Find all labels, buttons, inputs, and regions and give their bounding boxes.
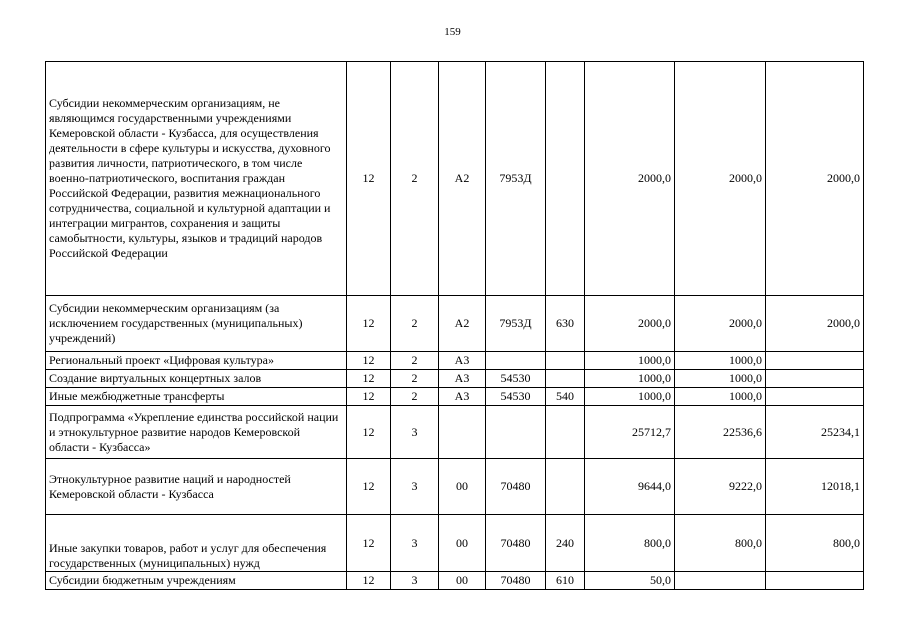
amount-year-3: 800,0 (766, 515, 864, 572)
row-name: Этнокультурное развитие наций и народностей Кемеровской области - Кузбасса (46, 459, 347, 515)
program-code: А3 (439, 370, 486, 388)
amount-year-2: 22536,6 (675, 406, 766, 459)
section-code: 12 (347, 459, 391, 515)
amount-year-1: 2000,0 (585, 62, 675, 296)
table-row (46, 370, 864, 388)
subsection-code: 3 (391, 459, 439, 515)
program-code: 00 (439, 515, 486, 572)
row-name: Создание виртуальных концертных залов (46, 370, 347, 388)
section-code: 12 (347, 352, 391, 370)
row-name: Иные межбюджетные трансферты (46, 388, 347, 406)
row-name: Субсидии некоммерческим организациям (за исключением государственных (муниципальных) учреждений) (46, 296, 347, 352)
amount-year-3: 25234,1 (766, 406, 864, 459)
amount-year-3: 12018,1 (766, 459, 864, 515)
expense-type-code: 610 (546, 572, 585, 590)
section-code: 12 (347, 515, 391, 572)
amount-year-1: 50,0 (585, 572, 675, 590)
expense-type-code (546, 352, 585, 370)
expense-type-code (546, 370, 585, 388)
section-code: 12 (347, 370, 391, 388)
article-code (486, 352, 546, 370)
program-code: 00 (439, 572, 486, 590)
table-row (46, 459, 864, 515)
program-code (439, 406, 486, 459)
program-code: А3 (439, 388, 486, 406)
section-code: 12 (347, 572, 391, 590)
amount-year-2: 1000,0 (675, 370, 766, 388)
amount-year-3 (766, 388, 864, 406)
row-name: Региональный проект «Цифровая культура» (46, 352, 347, 370)
subsection-code: 3 (391, 572, 439, 590)
page-number: 159 (444, 26, 461, 38)
expense-type-code (546, 459, 585, 515)
amount-year-1: 1000,0 (585, 388, 675, 406)
table-row (46, 515, 864, 572)
subsection-code: 3 (391, 406, 439, 459)
table-row (46, 62, 864, 296)
amount-year-1: 9644,0 (585, 459, 675, 515)
program-code: А2 (439, 62, 486, 296)
table-row (46, 388, 864, 406)
budget-table (45, 61, 864, 590)
row-name: Субсидии бюджетным учреждениям (46, 572, 347, 590)
table-row (46, 296, 864, 352)
expense-type-code: 630 (546, 296, 585, 352)
amount-year-1: 1000,0 (585, 352, 675, 370)
subsection-code: 2 (391, 370, 439, 388)
article-code: 70480 (486, 515, 546, 572)
row-name: Субсидии некоммерческим организациям, не являющимся государственными учреждениями Кемеровской области - Кузбасса, для осуществления деятельности в сфере культуры и искусства, духовного развития личности, патриотического, в том числе военно-патриотического, воспитания граждан Российской Федерации, развития межнационального сотрудничества, социальной и культурной адаптации и интеграции мигрантов, сохранения и защиты самобытности, культуры, языков и традиций народов Российской Федерации (46, 62, 347, 296)
amount-year-1: 800,0 (585, 515, 675, 572)
table-row (46, 352, 864, 370)
amount-year-2: 1000,0 (675, 352, 766, 370)
subsection-code: 3 (391, 515, 439, 572)
amount-year-1: 25712,7 (585, 406, 675, 459)
section-code: 12 (347, 406, 391, 459)
expense-type-code: 240 (546, 515, 585, 572)
amount-year-1: 1000,0 (585, 370, 675, 388)
expense-type-code (546, 406, 585, 459)
table-row (46, 406, 864, 459)
amount-year-2: 800,0 (675, 515, 766, 572)
amount-year-3: 2000,0 (766, 296, 864, 352)
row-name: Иные закупки товаров, работ и услуг для обеспечения государственных (муниципальных) нужд (46, 515, 347, 572)
table-row (46, 572, 864, 590)
amount-year-2: 9222,0 (675, 459, 766, 515)
amount-year-3: 2000,0 (766, 62, 864, 296)
subsection-code: 2 (391, 388, 439, 406)
article-code: 7953Д (486, 296, 546, 352)
expense-type-code (546, 62, 585, 296)
amount-year-3 (766, 352, 864, 370)
program-code: 00 (439, 459, 486, 515)
article-code (486, 406, 546, 459)
amount-year-2: 2000,0 (675, 296, 766, 352)
article-code: 70480 (486, 459, 546, 515)
section-code: 12 (347, 388, 391, 406)
subsection-code: 2 (391, 62, 439, 296)
program-code: А3 (439, 352, 486, 370)
amount-year-2: 1000,0 (675, 388, 766, 406)
subsection-code: 2 (391, 352, 439, 370)
article-code: 70480 (486, 572, 546, 590)
section-code: 12 (347, 296, 391, 352)
expense-type-code: 540 (546, 388, 585, 406)
amount-year-3 (766, 370, 864, 388)
subsection-code: 2 (391, 296, 439, 352)
article-code: 54530 (486, 370, 546, 388)
program-code: А2 (439, 296, 486, 352)
article-code: 54530 (486, 388, 546, 406)
row-name: Подпрограмма «Укрепление единства российской нации и этнокультурное развитие народов Кемеровской области - Кузбасса» (46, 406, 347, 459)
amount-year-1: 2000,0 (585, 296, 675, 352)
amount-year-2: 2000,0 (675, 62, 766, 296)
article-code: 7953Д (486, 62, 546, 296)
section-code: 12 (347, 62, 391, 296)
amount-year-3 (766, 572, 864, 590)
amount-year-2 (675, 572, 766, 590)
